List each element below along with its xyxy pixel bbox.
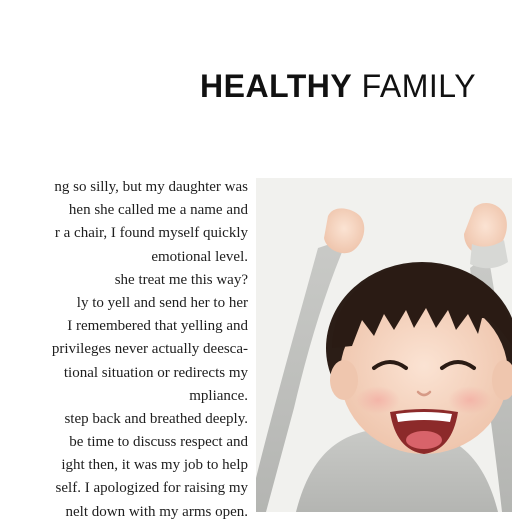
header-light-word: FAMILY bbox=[361, 68, 477, 104]
article-line: emotional level. bbox=[151, 248, 248, 265]
article-line: ng so silly, but my daughter was bbox=[54, 179, 248, 195]
article-line: privileges never actually deesca- bbox=[51, 341, 248, 358]
article-line: tional situation or redirects my bbox=[63, 364, 248, 381]
article-line: mpliance. bbox=[189, 387, 248, 404]
article-line: r a chair, I found myself quickly bbox=[54, 225, 248, 242]
article-line: self. I apologized for raising my bbox=[55, 480, 248, 497]
article-line: step back and breathed deeply. bbox=[64, 410, 248, 427]
article-line: ight then, it was my job to help bbox=[61, 457, 248, 474]
article-line: ly to yell and send her to her bbox=[76, 294, 248, 311]
child-illustration bbox=[256, 178, 512, 512]
article-line: hen she called me a name and bbox=[68, 202, 248, 219]
header-bold-word: HEALTHY bbox=[200, 68, 353, 104]
article-line: she treat me this way? bbox=[114, 271, 248, 288]
article-body bbox=[0, 176, 248, 524]
article-line: be time to discuss respect and bbox=[69, 434, 248, 451]
section-header bbox=[200, 66, 476, 106]
article-line: I remembered that yelling and bbox=[67, 318, 248, 335]
article-line: nelt down with my arms open. bbox=[65, 503, 248, 520]
child-photo bbox=[256, 178, 512, 512]
